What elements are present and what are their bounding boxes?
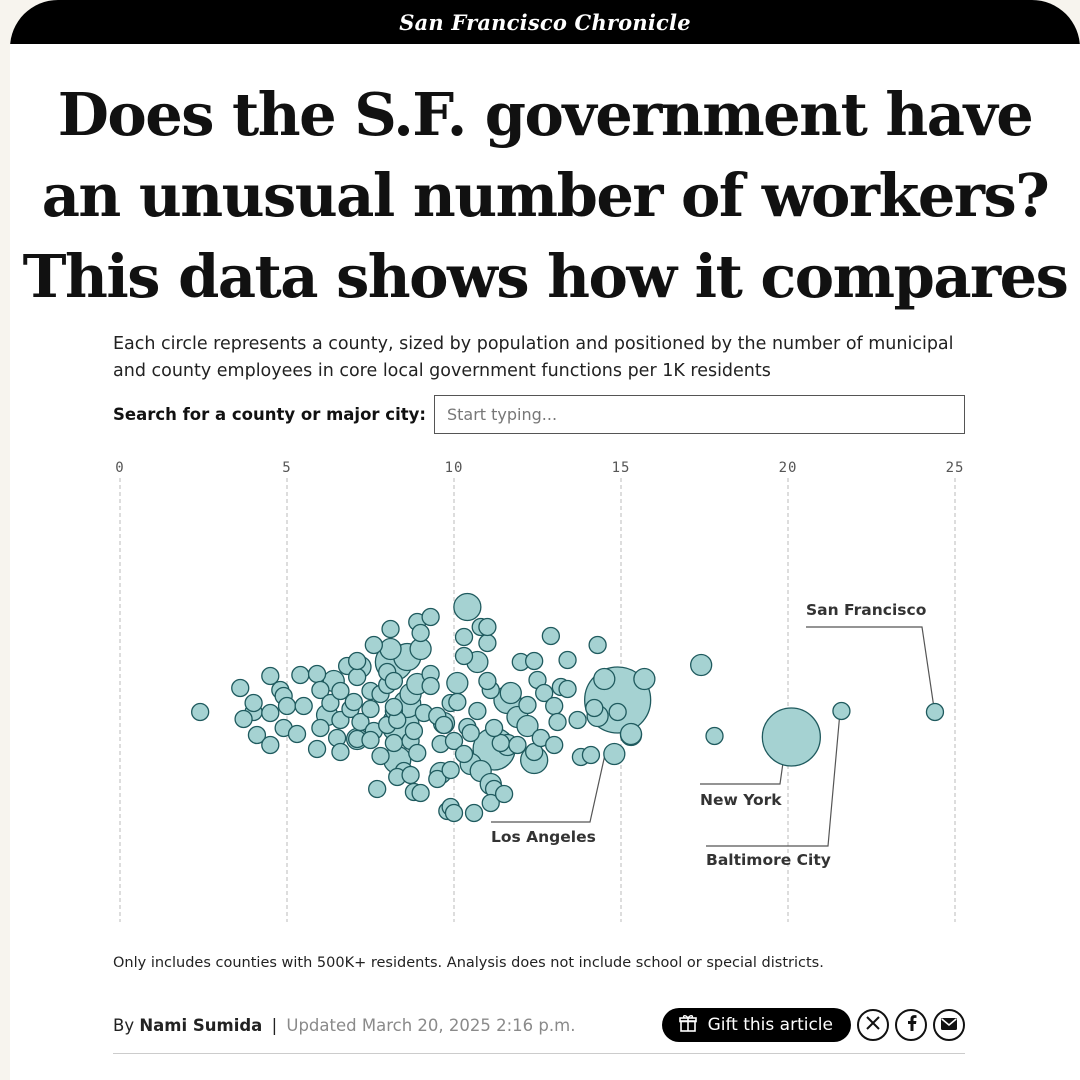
county-bubble — [621, 724, 642, 745]
county-bubble — [559, 652, 576, 669]
county-bubble — [362, 701, 379, 718]
county-bubble — [409, 745, 426, 762]
share-facebook-button[interactable] — [895, 1009, 927, 1041]
county-bubble — [309, 666, 326, 683]
county-bubble — [385, 699, 402, 716]
county-bubble — [365, 637, 382, 654]
county-bubble — [422, 678, 439, 695]
county-bubble — [447, 673, 468, 694]
county-bubble — [345, 694, 362, 711]
county-bubble — [369, 781, 386, 798]
bottom-divider — [113, 1053, 965, 1054]
county-bubble — [192, 704, 209, 721]
county-bubble — [519, 697, 536, 714]
annotation-label-los-angeles: Los Angeles — [491, 828, 596, 846]
county-bubble — [435, 717, 452, 734]
gift-article-button[interactable] — [662, 1008, 851, 1042]
county-bubble — [422, 609, 439, 626]
county-bubble — [232, 680, 249, 697]
county-bubble — [479, 635, 496, 652]
county-bubble — [546, 737, 563, 754]
county-bubble — [385, 673, 402, 690]
county-bubble — [634, 669, 655, 690]
county-bubble — [454, 594, 481, 621]
annotation-label-san-francisco: San Francisco — [806, 601, 927, 619]
x-icon — [865, 1015, 881, 1035]
share-x-button[interactable] — [857, 1009, 889, 1041]
county-bubble — [279, 698, 296, 715]
county-bubble — [479, 619, 496, 636]
search-input[interactable] — [434, 395, 965, 434]
county-bubble — [926, 704, 943, 721]
county-bubble — [462, 725, 479, 742]
county-bubble — [559, 681, 576, 698]
county-bubble — [362, 732, 379, 749]
footnote: Only includes counties with 500K+ residents. Analysis does not include school or special districts. — [113, 955, 824, 971]
updated-timestamp: Updated March 20, 2025 2:16 p.m. — [286, 1015, 576, 1035]
county-bubble — [496, 786, 513, 803]
county-bubble — [546, 698, 563, 715]
county-bubble — [292, 667, 309, 684]
byline-prefix: By — [113, 1015, 135, 1035]
county-bubble — [412, 785, 429, 802]
county-bubble — [509, 737, 526, 754]
annotation-leader-line — [806, 627, 934, 708]
county-bubble — [586, 700, 603, 717]
county-bubble — [289, 726, 306, 743]
county-bubble — [262, 737, 279, 754]
county-bubble — [412, 625, 429, 642]
county-bubble — [372, 748, 389, 765]
facebook-icon — [903, 1014, 919, 1036]
county-bubble — [762, 708, 820, 766]
county-bubble — [456, 648, 473, 665]
county-bubble — [442, 762, 459, 779]
byline-separator: | — [271, 1015, 278, 1035]
county-bubble — [456, 629, 473, 646]
county-bubble — [466, 805, 483, 822]
county-bubble — [691, 655, 712, 676]
county-bubble — [349, 653, 366, 670]
chart-description: Each circle represents a county, sized by population and positioned by the number of municipal and county employees in core local government functions per 1K residents — [113, 334, 954, 381]
county-bubble — [349, 669, 366, 686]
county-bubble — [402, 767, 419, 784]
county-bubble — [446, 805, 463, 822]
byline — [113, 1016, 575, 1035]
tick-layer — [115, 460, 964, 476]
search-label: Search for a county or major city: — [113, 405, 426, 424]
county-bubble — [833, 703, 850, 720]
x-tick-label: 5 — [282, 460, 292, 476]
county-bubble — [295, 698, 312, 715]
annotation-label-new-york: New York — [700, 791, 782, 809]
county-bubble — [526, 653, 543, 670]
county-bubble — [594, 669, 615, 690]
share-email-button[interactable] — [933, 1009, 965, 1041]
county-bubble — [469, 703, 486, 720]
county-bubble — [262, 705, 279, 722]
author-name[interactable]: Nami Sumida — [139, 1015, 263, 1035]
county-bubble — [542, 628, 559, 645]
county-bubble — [382, 621, 399, 638]
byline-row — [113, 1006, 965, 1044]
county-bubble — [235, 711, 252, 728]
county-bubble — [604, 744, 625, 765]
county-bubble — [456, 746, 473, 763]
county-bubble — [609, 704, 626, 721]
masthead[interactable] — [10, 0, 1080, 44]
county-bubble — [569, 712, 586, 729]
county-bubble — [262, 668, 279, 685]
x-tick-label: 20 — [778, 460, 798, 476]
county-bubble — [549, 714, 566, 731]
page-title: Does the S.F. government have an unusual number of workers? This data shows how it compares — [22, 80, 1068, 311]
county-bubble — [486, 720, 503, 737]
county-bubble — [582, 747, 599, 764]
annotation-label-baltimore-city: Baltimore City — [706, 851, 831, 869]
gift-article-label: Gift this article — [707, 1015, 833, 1035]
county-bubble — [449, 694, 466, 711]
x-tick-label: 0 — [115, 460, 125, 476]
county-bubble — [312, 720, 329, 737]
search-row — [113, 394, 965, 435]
county-bubble — [706, 728, 723, 745]
beeswarm-chart — [10, 450, 1080, 930]
county-bubble — [385, 735, 402, 752]
county-bubble — [380, 639, 401, 660]
email-icon — [940, 1016, 958, 1035]
bubble-layer — [192, 594, 944, 822]
gift-icon — [678, 1013, 698, 1038]
article-card — [10, 0, 1080, 1080]
brand-logo[interactable]: San Francisco Chronicle — [399, 9, 691, 35]
county-bubble — [405, 723, 422, 740]
county-bubble — [309, 741, 326, 758]
county-bubble — [479, 673, 496, 690]
x-tick-label: 10 — [444, 460, 464, 476]
county-bubble — [332, 744, 349, 761]
county-bubble — [589, 637, 606, 654]
x-tick-label: 15 — [611, 460, 631, 476]
county-bubble — [245, 695, 262, 712]
county-bubble — [500, 683, 521, 704]
x-tick-label: 25 — [945, 460, 965, 476]
